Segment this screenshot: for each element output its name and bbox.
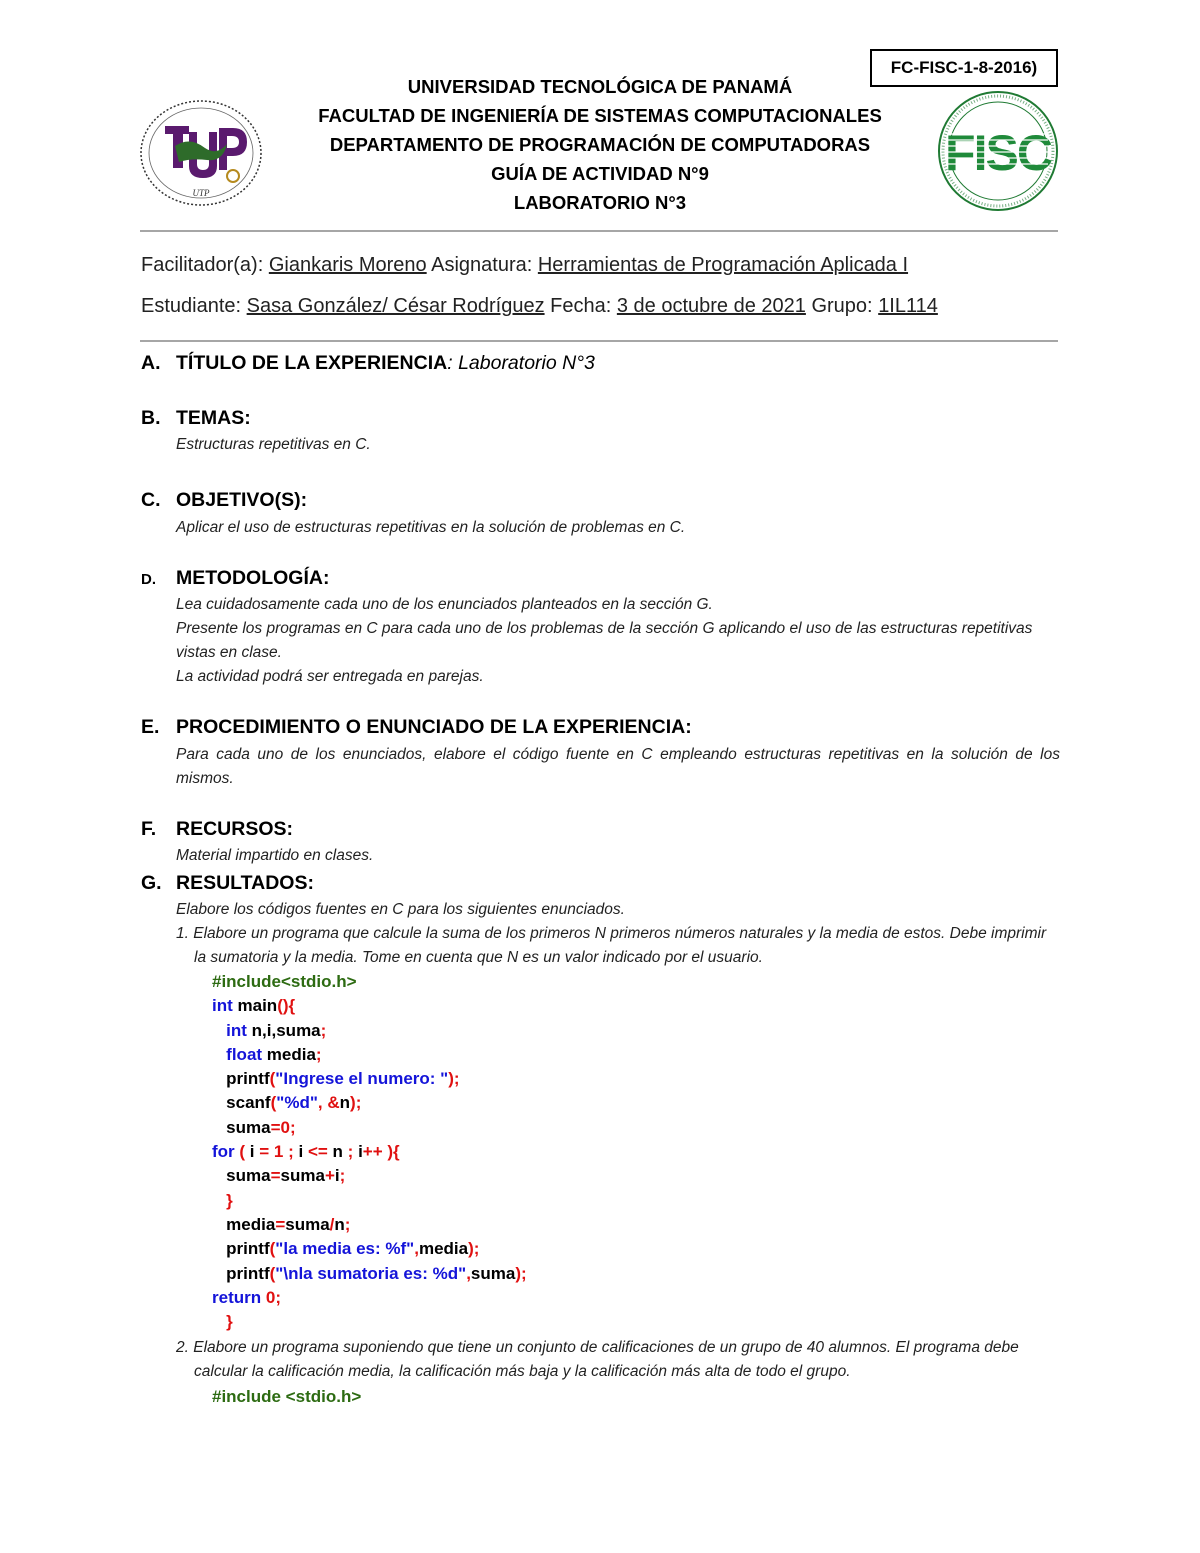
- code-line: [212, 1043, 527, 1067]
- subject-label: Asignatura:: [431, 254, 533, 276]
- section-f-letter: F.: [141, 818, 157, 840]
- date-value: 3 de octubre de 2021: [616, 295, 806, 317]
- code-token: );: [448, 1069, 460, 1089]
- group-label: Grupo:: [811, 295, 873, 317]
- code-token: n,i,suma: [246, 1020, 321, 1040]
- code-token: [212, 1045, 226, 1064]
- code-token: media: [262, 1044, 316, 1064]
- code-token: ,: [317, 1093, 323, 1113]
- student-line: [141, 295, 938, 318]
- code-token: return: [212, 1287, 262, 1307]
- code-token: =: [275, 1214, 286, 1234]
- code-token: media: [418, 1239, 469, 1259]
- section-b-title: TEMAS:: [176, 407, 251, 429]
- code-token: scanf: [212, 1093, 271, 1113]
- code-token: #include<stdio.h>: [212, 972, 357, 991]
- section-d-letter: D.: [141, 571, 156, 588]
- code-token: #include <stdio.h>: [212, 1387, 362, 1406]
- code-token: +: [324, 1166, 335, 1186]
- utp-logo-icon: [135, 96, 267, 211]
- code-token: i: [353, 1142, 363, 1162]
- code-token: [212, 1191, 226, 1210]
- section-g-intro: Elabore los códigos fuentes en C para los siguientes enunciados.: [176, 901, 625, 918]
- section-e-text: Para cada uno de los enunciados, elabore el código fuente en C empleando estructuras repetitivas en la solución de los mismos.: [176, 746, 1060, 787]
- code-token: printf: [212, 1069, 270, 1089]
- section-a-heading: A. TÍTULO DE LA EXPERIENCIA: Laboratorio N°3: [141, 352, 595, 374]
- university-name: UNIVERSIDAD TECNOLÓGICA DE PANAMÁ: [407, 76, 793, 97]
- date-label: Fecha:: [550, 295, 612, 317]
- code-line: [212, 1140, 527, 1164]
- code-line: [212, 1067, 527, 1091]
- section-d-title: METODOLOGÍA:: [176, 567, 330, 589]
- code-token: i: [293, 1142, 308, 1162]
- code-token: ,: [466, 1263, 471, 1283]
- header-divider: [140, 230, 1058, 232]
- code-token: for: [212, 1142, 235, 1162]
- section-b-letter: B.: [141, 407, 161, 429]
- student-label: Estudiante:: [141, 295, 242, 317]
- code-token: suma: [212, 1166, 271, 1186]
- section-f-heading: [141, 818, 293, 841]
- section-e-letter: E.: [141, 716, 160, 738]
- code-token: ;: [344, 1214, 351, 1234]
- code-token: ,: [414, 1239, 419, 1259]
- code-token: 1: [273, 1142, 284, 1162]
- code-line: [212, 994, 527, 1018]
- code-token: n: [339, 1093, 351, 1113]
- section-a-value: Laboratorio N°3: [458, 352, 595, 374]
- code-token: suma: [285, 1214, 330, 1234]
- section-c-letter: C.: [141, 489, 161, 511]
- code-line: [212, 1189, 527, 1213]
- exercise-2-line-2: calcular la calificación media, la calificación más baja y la calificación más alta de todo el grupo.: [194, 1363, 851, 1380]
- code-token: ;: [288, 1142, 294, 1162]
- section-c-title: OBJETIVO(S):: [176, 489, 308, 511]
- exercise-2-line-1: 2. Elabore un programa suponiendo que tiene un conjunto de calificaciones de un grupo de 40 alumnos. El programa debe: [176, 1339, 1019, 1356]
- methodology-line: La actividad podrá ser entregada en parejas.: [176, 668, 484, 685]
- fisc-logo-icon: [934, 90, 1062, 212]
- section-a-title: TÍTULO DE LA EXPERIENCIA: [176, 352, 448, 374]
- code-token: main: [232, 996, 278, 1016]
- code-token: i: [245, 1142, 260, 1162]
- facilitator-line: [141, 254, 908, 277]
- code-token: suma: [280, 1166, 325, 1186]
- svg-text:UTP: UTP: [192, 188, 210, 198]
- code-token: ;: [347, 1142, 354, 1162]
- code-token: ;: [320, 1020, 327, 1040]
- code-token: [212, 1312, 226, 1331]
- subject-value: Herramientas de Programación Aplicada I: [537, 254, 909, 276]
- exercise-1-line-2: la sumatoria y la media. Tome en cuenta que N es un valor indicado por el usuario.: [194, 949, 763, 966]
- form-code-box: FC-FISC-1-8-2016): [870, 49, 1058, 87]
- code-token: }: [226, 1312, 233, 1332]
- lab-title: LABORATORIO N°3: [513, 192, 687, 213]
- methodology-line: vistas en clase.: [176, 644, 282, 661]
- code-token: );: [515, 1263, 527, 1283]
- exercise-1-code-block: [212, 970, 527, 1334]
- department-name: DEPARTAMENTO DE PROGRAMACIÓN DE COMPUTADORAS: [329, 134, 871, 155]
- exercise-2-statement: [176, 1336, 1060, 1384]
- code-token: (){: [277, 996, 296, 1016]
- section-b-text: Estructuras repetitivas en C.: [176, 436, 371, 453]
- code-line: [212, 1213, 527, 1237]
- section-a-letter: A.: [141, 352, 161, 374]
- code-line: [212, 1310, 527, 1334]
- exercise-1-line-1: 1. Elabore un programa que calcule la suma de los primeros N primeros números naturales y la media de estos. Debe imprimir: [176, 925, 1047, 942]
- code-token: /: [329, 1214, 335, 1234]
- code-token: "la media es: %f": [275, 1239, 415, 1259]
- code-token: }: [226, 1190, 233, 1210]
- section-g-title: RESULTADOS:: [176, 872, 314, 894]
- exercise-1-statement: [176, 922, 1060, 970]
- group-value: 1IL114: [878, 295, 938, 317]
- code-token: (: [270, 1093, 277, 1113]
- code-token: <=: [307, 1142, 328, 1162]
- code-line: [212, 1116, 527, 1140]
- section-f-text: Material impartido en clases.: [176, 847, 374, 864]
- code-token: ;: [315, 1044, 322, 1064]
- facilitator-label: Facilitador(a):: [141, 254, 264, 276]
- section-d-text: [176, 593, 1060, 689]
- code-token: [212, 1021, 226, 1040]
- section-d-heading: [141, 567, 329, 590]
- code-line: [212, 1262, 527, 1286]
- section-e-title: PROCEDIMIENTO O ENUNCIADO DE LA EXPERIENCIA:: [176, 716, 692, 738]
- code-token: ;: [339, 1166, 346, 1186]
- svg-text:FISC: FISC: [945, 125, 1051, 181]
- section-g-letter: G.: [141, 872, 162, 894]
- code-line: [212, 1019, 527, 1043]
- code-token: ++: [362, 1142, 383, 1162]
- header-titles: [250, 72, 950, 217]
- section-g-heading: [141, 872, 314, 895]
- methodology-line: Presente los programas en C para cada uno de los problemas de la sección G aplicando el uso de las estructuras repetitivas: [176, 620, 1033, 637]
- code-line: [212, 1286, 527, 1310]
- code-token: ){: [387, 1142, 400, 1162]
- code-line: [212, 1091, 527, 1115]
- code-token: int: [212, 996, 233, 1016]
- code-token: media: [212, 1214, 276, 1234]
- code-token: "%d": [276, 1093, 318, 1113]
- code-token: printf: [212, 1263, 270, 1283]
- info-divider: [140, 340, 1058, 342]
- section-b-heading: [141, 407, 251, 430]
- code-token: "Ingrese el numero: ": [275, 1069, 449, 1089]
- code-token: =: [259, 1142, 270, 1162]
- facilitator-value: Giankaris Moreno: [268, 254, 427, 276]
- section-f-title: RECURSOS:: [176, 818, 294, 840]
- code-line: [212, 970, 527, 994]
- code-token: =: [270, 1166, 281, 1186]
- section-c-heading: [141, 489, 307, 512]
- code-token: printf: [212, 1239, 270, 1259]
- exercise-2-code-block: [212, 1385, 361, 1409]
- code-line: [212, 1385, 361, 1409]
- code-line: [212, 1237, 527, 1261]
- student-value: Sasa González/ César Rodríguez: [246, 295, 545, 317]
- faculty-name: FACULTAD DE INGENIERÍA DE SISTEMAS COMPUTACIONALES: [318, 105, 882, 126]
- code-token: float: [226, 1044, 263, 1064]
- code-token: "\nla sumatoria es: %d": [275, 1263, 467, 1283]
- section-c-text: Aplicar el uso de estructuras repetitivas en la solución de problemas en C.: [176, 519, 686, 536]
- code-token: (: [269, 1239, 276, 1259]
- code-token: );: [468, 1239, 480, 1259]
- code-token: );: [350, 1093, 362, 1113]
- code-token: &: [327, 1093, 340, 1113]
- code-token: 0;: [280, 1117, 296, 1137]
- code-token: suma: [470, 1263, 516, 1283]
- code-token: i: [334, 1166, 340, 1186]
- activity-guide-title: GUÍA DE ACTIVIDAD N°9: [491, 163, 709, 184]
- code-token: 0;: [265, 1287, 281, 1307]
- code-token: =: [270, 1117, 281, 1137]
- code-token: (: [269, 1263, 276, 1283]
- code-token: (: [269, 1069, 276, 1089]
- code-token: suma: [212, 1117, 271, 1137]
- code-token: n: [334, 1214, 345, 1234]
- methodology-line: Lea cuidadosamente cada uno de los enunciados planteados en la sección G.: [176, 596, 713, 613]
- section-e-heading: [141, 716, 692, 739]
- code-line: [212, 1164, 527, 1188]
- code-token: (: [239, 1142, 246, 1162]
- code-token: int: [226, 1020, 247, 1040]
- code-token: n: [327, 1142, 348, 1162]
